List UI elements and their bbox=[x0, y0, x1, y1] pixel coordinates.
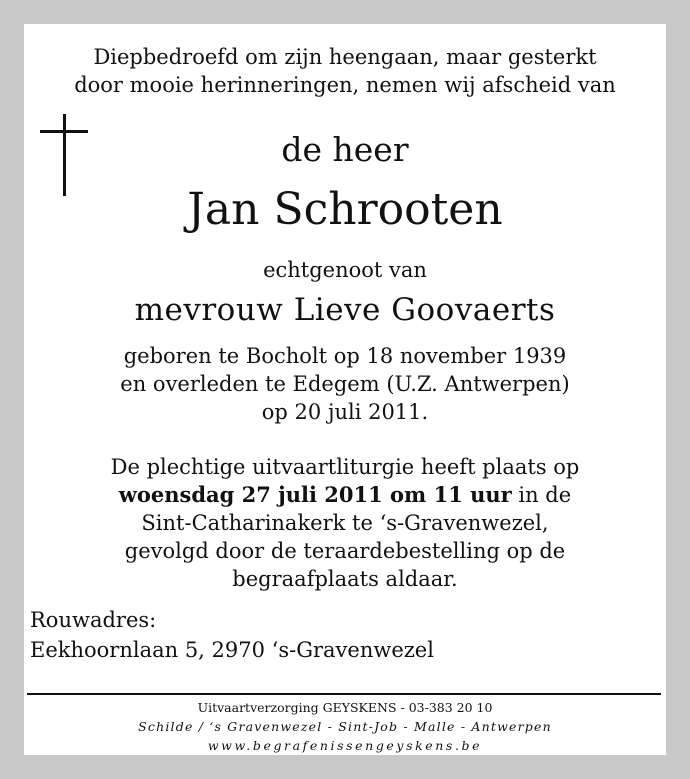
spouse-name: mevrouw Lieve Goovaerts bbox=[134, 292, 556, 328]
footer-divider bbox=[27, 693, 661, 695]
dates-line-1: geboren te Bocholt op 18 november 1939 bbox=[123, 344, 567, 368]
dates-line-2: en overleden te Edegem (U.Z. Antwerpen) bbox=[120, 372, 570, 396]
address-value: Eekhoornlaan 5, 2970 ‘s-Gravenwezel bbox=[30, 638, 434, 662]
ceremony-date-time: woensdag 27 juli 2011 om 11 uur bbox=[118, 482, 512, 507]
intro-line-1: Diepbedroefd om zijn heengaan, maar gesterkt bbox=[93, 45, 597, 69]
ceremony-line-2 bbox=[0, 481, 690, 509]
relation-label: echtgenoot van bbox=[263, 258, 427, 282]
ceremony-line-1: De plechtige uitvaartliturgie heeft plaats op bbox=[110, 455, 580, 479]
footer-website: www.begrafenissengeyskens.be bbox=[207, 738, 483, 753]
address-label: Rouwadres: bbox=[30, 608, 157, 632]
footer-locations: Schilde / ‘s Gravenwezel - Sint-Job - Malle - Antwerpen bbox=[138, 719, 552, 734]
footer-company: Uitvaartverzorging GEYSKENS - 03-383 20 10 bbox=[197, 700, 493, 715]
deceased-name: Jan Schrooten bbox=[187, 184, 503, 235]
deceased-title: de heer bbox=[281, 130, 409, 169]
ceremony-line-5: begraafplaats aldaar. bbox=[232, 567, 458, 591]
ceremony-line-2-rest: in de bbox=[511, 483, 572, 507]
dates-line-3: op 20 juli 2011. bbox=[261, 400, 429, 424]
intro-line-2: door mooie herinneringen, nemen wij afscheid van bbox=[74, 73, 616, 97]
ceremony-line-3: Sint-Catharinakerk te ‘s-Gravenwezel, bbox=[141, 511, 549, 535]
ceremony-line-4: gevolgd door de teraardebestelling op de bbox=[124, 539, 566, 563]
